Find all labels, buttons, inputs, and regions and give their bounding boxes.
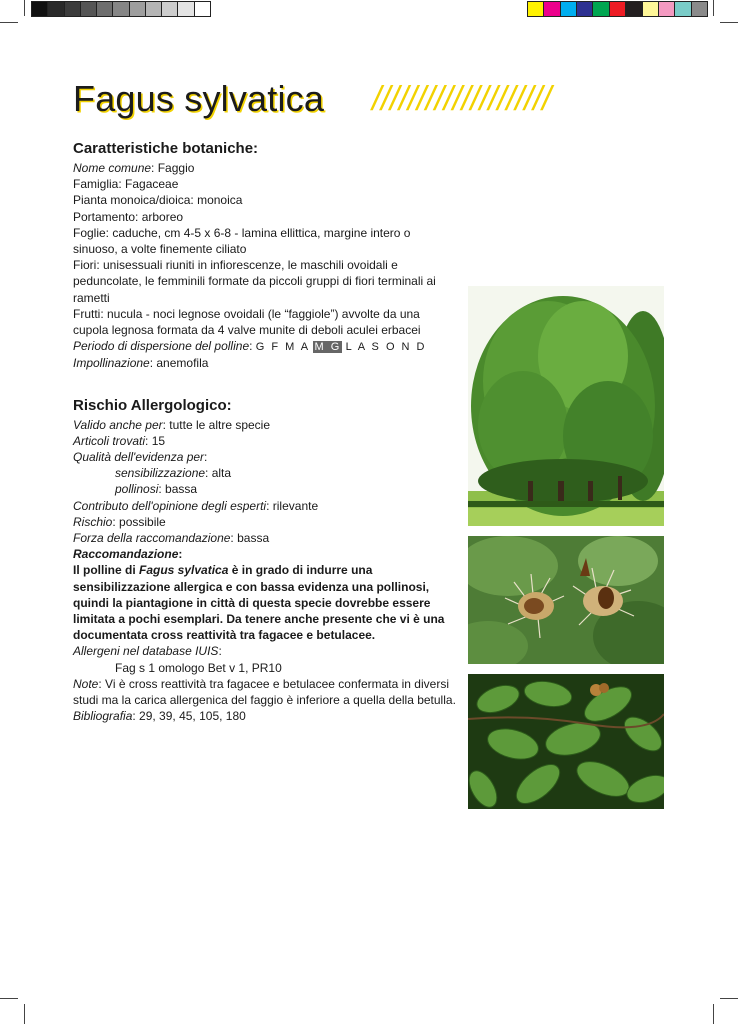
crop-mark-top-right-h xyxy=(720,22,738,23)
gray-swatch xyxy=(96,2,112,16)
months-after: L A S O N D xyxy=(345,341,427,354)
recommendation-text: Il polline di Fagus sylvatica è in grado di indurre una sensibilizzazione allergica e con bassa evidenza una pollinosi, quindi la piantagione in città di questa specie dovrebbe essere limitata a pochi esemplari. Da tenere anche presente che vi è una documentata cross reattività tra fagacee e betulacee. xyxy=(73,563,445,643)
title-slashes-decoration: //////////////////// xyxy=(372,80,551,118)
fruits-line: Frutti: nucula - noci legnose ovoidali (le “faggiole”) avvolte da una cupola legnosa formata da 4 valve munite di deboli aculei erbacei xyxy=(73,306,421,338)
crop-mark-bottom-right-h xyxy=(720,998,738,999)
botanical-heading: Caratteristiche botaniche: xyxy=(73,140,259,157)
color-swatch xyxy=(560,2,576,16)
gray-swatch xyxy=(129,2,145,16)
habit-line: Portamento: arboreo xyxy=(73,209,184,224)
expert-line: Contributo dell'opinione degli esperti: rilevante xyxy=(73,498,319,513)
valid-line: Valido anche per: tutte le altre specie xyxy=(73,417,271,432)
grayscale-color-bar xyxy=(31,1,211,17)
gray-swatch xyxy=(64,2,80,16)
gray-swatch xyxy=(145,2,161,16)
pollination-line: Impollinazione: anemofila xyxy=(73,356,209,371)
bibliography-line: Bibliografia: 29, 39, 45, 105, 180 xyxy=(73,709,246,724)
sensitization-line: sensibilizzazione: alta xyxy=(115,466,232,481)
pollinosis-line: pollinosi: bassa xyxy=(115,482,198,497)
iuis-value-line: Fag s 1 omologo Bet v 1, PR10 xyxy=(115,660,282,675)
crop-mark-bottom-right-v xyxy=(713,1004,714,1024)
color-swatch xyxy=(543,2,559,16)
note-line: Note: Vi è cross reattività tra fagacee e betulacee confermata in diversi studi ma la carica allergenica del faggio è inferiore a quella della betulla. xyxy=(73,676,456,708)
gray-swatch xyxy=(47,2,63,16)
species-description xyxy=(73,140,458,725)
articles-line: Articoli trovati: 15 xyxy=(73,433,166,448)
color-swatch xyxy=(642,2,658,16)
common-name-line: Nome comune: Faggio xyxy=(73,161,195,175)
recommendation-label-line: Raccomandazione: xyxy=(73,547,183,562)
color-swatch xyxy=(691,2,707,16)
gray-swatch xyxy=(80,2,96,16)
risk-heading: Rischio Allergologico: xyxy=(73,396,232,414)
gray-swatch xyxy=(194,2,210,16)
color-swatch xyxy=(528,2,543,16)
beech-nut-husks-photo xyxy=(468,536,664,664)
pollen-period-line: Periodo di dispersione del polline: G F M A M G L A S O N D xyxy=(73,339,427,354)
monoica-line: Pianta monoica/dioica: monoica xyxy=(73,193,243,208)
flowers-line: Fiori: unisessuali riuniti in infiorescenze, le maschili ovoidali e peduncolate, le femminili formate da piccoli gruppi di fiori terminali ai rametti xyxy=(73,258,436,305)
gray-swatch xyxy=(112,2,128,16)
strength-line: Forza della raccomandazione: bassa xyxy=(73,531,270,546)
months-highlight: M G xyxy=(314,341,342,354)
beech-tree-photo xyxy=(468,286,664,526)
months-before: G F M A xyxy=(255,341,311,354)
crop-mark-top-left-v xyxy=(24,0,25,16)
color-swatch xyxy=(609,2,625,16)
page-title: Fagus sylvatica xyxy=(73,78,325,119)
gray-swatch xyxy=(177,2,193,16)
gray-swatch xyxy=(32,2,47,16)
family-line: Famiglia: Fagaceae xyxy=(73,177,179,192)
gray-swatch xyxy=(161,2,177,16)
color-swatch xyxy=(625,2,641,16)
color-swatch xyxy=(592,2,608,16)
color-swatch xyxy=(576,2,592,16)
risk-line: Rischio: possibile xyxy=(73,514,166,529)
color-swatch xyxy=(658,2,674,16)
process-color-bar xyxy=(527,1,708,17)
beech-leaves-photo xyxy=(468,674,664,809)
leaves-line: Foglie: caduche, cm 4-5 x 6-8 - lamina ellittica, margine intero o sinuoso, a volte finemente ciliato xyxy=(73,225,411,257)
crop-mark-bottom-left-v xyxy=(24,1004,25,1024)
crop-mark-top-left-h xyxy=(0,22,18,23)
evidence-line: Qualità dell'evidenza per: xyxy=(73,450,208,465)
iuis-line: Allergeni nel database IUIS: xyxy=(73,644,222,659)
crop-mark-top-right-v xyxy=(713,0,714,16)
color-swatch xyxy=(674,2,690,16)
crop-mark-bottom-left-h xyxy=(0,998,18,999)
